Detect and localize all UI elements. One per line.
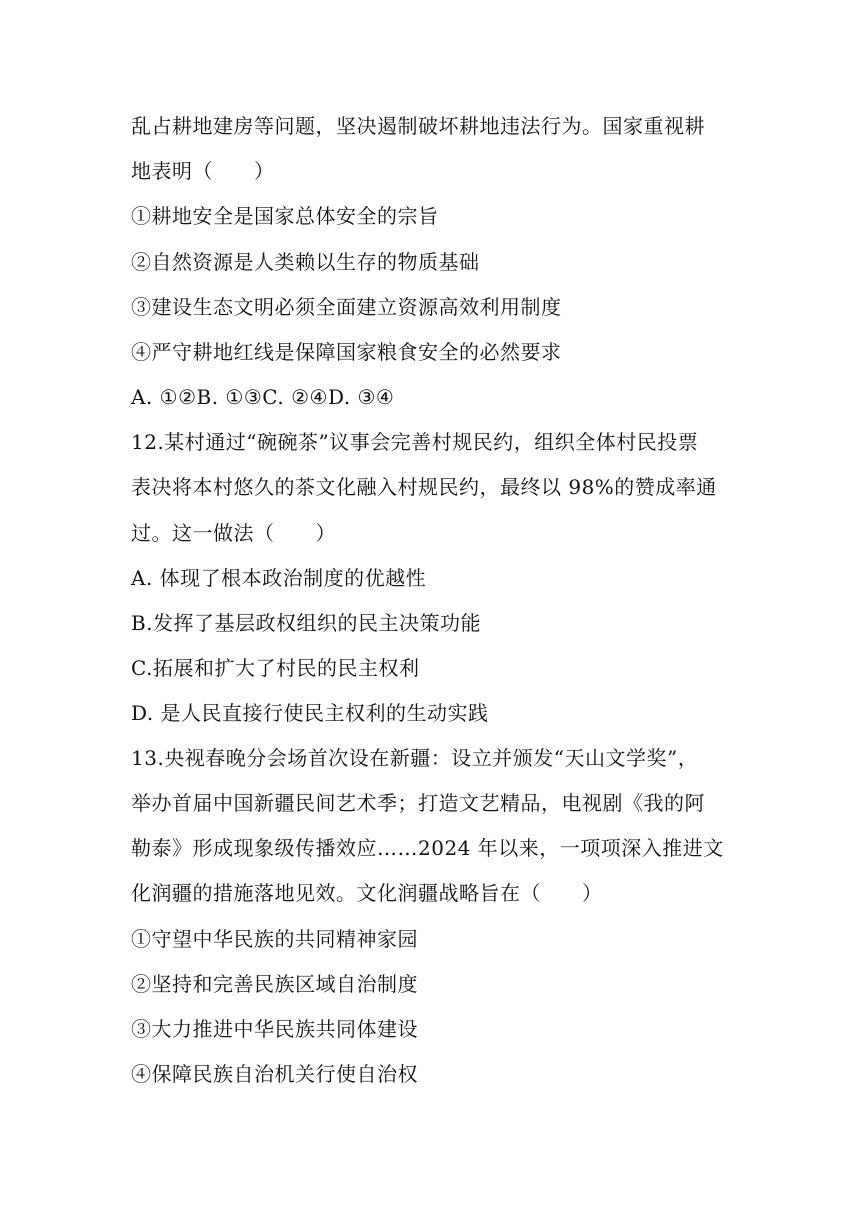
q11-option-1: ①耕地安全是国家总体安全的宗旨 <box>131 204 439 228</box>
q13-option-2: ②坚持和完善民族区域自治制度 <box>131 972 418 996</box>
q11-option-4: ④严守耕地红线是保障国家粮食安全的必然要求 <box>131 340 562 364</box>
q12-option-a: A. 体现了根本政治制度的优越性 <box>131 566 427 590</box>
q13-option-3: ③大力推进中华民族共同体建设 <box>131 1017 418 1041</box>
q13-option-1: ①守望中华民族的共同精神家园 <box>131 927 418 951</box>
q11-option-2: ②自然资源是人类赖以生存的物质基础 <box>131 250 480 274</box>
q13-stem-line-4: 化润疆的措施落地见效。文化润疆战略旨在（ ） <box>131 881 603 905</box>
q13-stem-line-2: 举办首届中国新疆民间艺术季；打造文艺精品，电视剧《我的阿 <box>131 791 705 815</box>
q11-answer-choices: A. ①②B. ①③C. ②④D. ③④ <box>131 385 395 409</box>
q13-stem-line-3: 勒泰》形成现象级传播效应……2024 年以来，一项项深入推进文 <box>131 836 724 860</box>
q13-stem-line-1: 13.央视春晚分会场首次设在新疆：设立并颁发“天山文学奖”， <box>131 746 699 770</box>
q11-option-3: ③建设生态文明必须全面建立资源高效利用制度 <box>131 295 562 319</box>
q12-stem-line-3: 过。这一做法（ ） <box>131 521 336 545</box>
q12-stem-line-2: 表决将本村悠久的茶文化融入村规民约，最终以 98%的赞成率通 <box>131 475 717 499</box>
q11-stem-line-1: 乱占耕地建房等问题，坚决遏制破坏耕地违法行为。国家重视耕 <box>131 114 705 138</box>
q13-option-4: ④保障民族自治机关行使自治权 <box>131 1062 418 1086</box>
q12-option-c: C.拓展和扩大了村民的民主权利 <box>131 656 420 680</box>
q12-option-b: B.发挥了基层政权组织的民主决策功能 <box>131 611 482 635</box>
q12-option-d: D. 是人民直接行使民主权利的生动实践 <box>131 701 489 725</box>
q12-stem-line-1: 12.某村通过“碗碗茶”议事会完善村规民约，组织全体村民投票 <box>131 430 699 454</box>
q11-stem-line-2: 地表明（ ） <box>131 159 275 183</box>
